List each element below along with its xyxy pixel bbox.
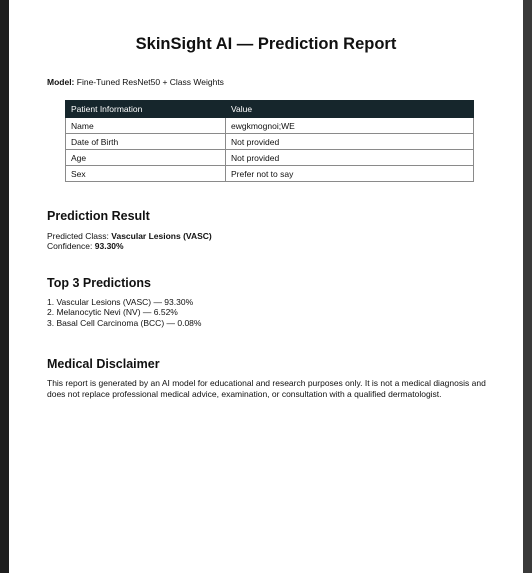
predicted-class-label: Predicted Class:: [47, 231, 109, 241]
row-value: Not provided: [226, 150, 474, 166]
predicted-class-line: [47, 231, 212, 241]
patient-info-table: [65, 100, 474, 182]
header-patient-information: Patient Information: [66, 101, 226, 118]
report-title: SkinSight AI — Prediction Report: [135, 35, 397, 53]
confidence-label: Confidence:: [47, 241, 93, 251]
row-field: Sex: [66, 166, 226, 182]
row-value: Prefer not to say: [226, 166, 474, 182]
list-item: 2. Melanocytic Nevi (NV) — 6.52%: [47, 307, 178, 317]
prediction-result-heading: Prediction Result: [47, 209, 150, 223]
row-value: Not provided: [226, 134, 474, 150]
row-field: Age: [66, 150, 226, 166]
disclaimer-text: This report is generated by an AI model for educational and research purposes only. It is not a medical diagnosis and does not replace professional medical advice, examination, or consultation with a qualified dermatologist.: [47, 378, 486, 399]
top-predictions-heading: Top 3 Predictions: [47, 276, 151, 290]
predicted-class-value: Vascular Lesions (VASC): [111, 231, 212, 241]
row-field: Date of Birth: [66, 134, 226, 150]
table-row: [66, 134, 474, 150]
table-row: [66, 166, 474, 182]
table-row: [66, 118, 474, 134]
confidence-line: [47, 241, 124, 251]
row-value: ewgkmognoi;WE: [226, 118, 474, 134]
model-line: [47, 77, 224, 87]
list-item: 3. Basal Cell Carcinoma (BCC) — 0.08%: [47, 318, 202, 328]
report-page: [9, 0, 523, 573]
viewer-left-edge: [0, 0, 9, 573]
row-field: Name: [66, 118, 226, 134]
confidence-value: 93.30%: [94, 241, 124, 251]
disclaimer-heading: Medical Disclaimer: [47, 357, 160, 371]
table-row: [66, 150, 474, 166]
viewer-scrollbar-track[interactable]: [523, 0, 532, 573]
model-label: Model:: [47, 77, 75, 87]
model-value: Fine-Tuned ResNet50 + Class Weights: [76, 77, 224, 87]
table-header-row: [66, 101, 474, 118]
header-value: Value: [226, 101, 474, 118]
list-item: 1. Vascular Lesions (VASC) — 93.30%: [47, 297, 194, 307]
